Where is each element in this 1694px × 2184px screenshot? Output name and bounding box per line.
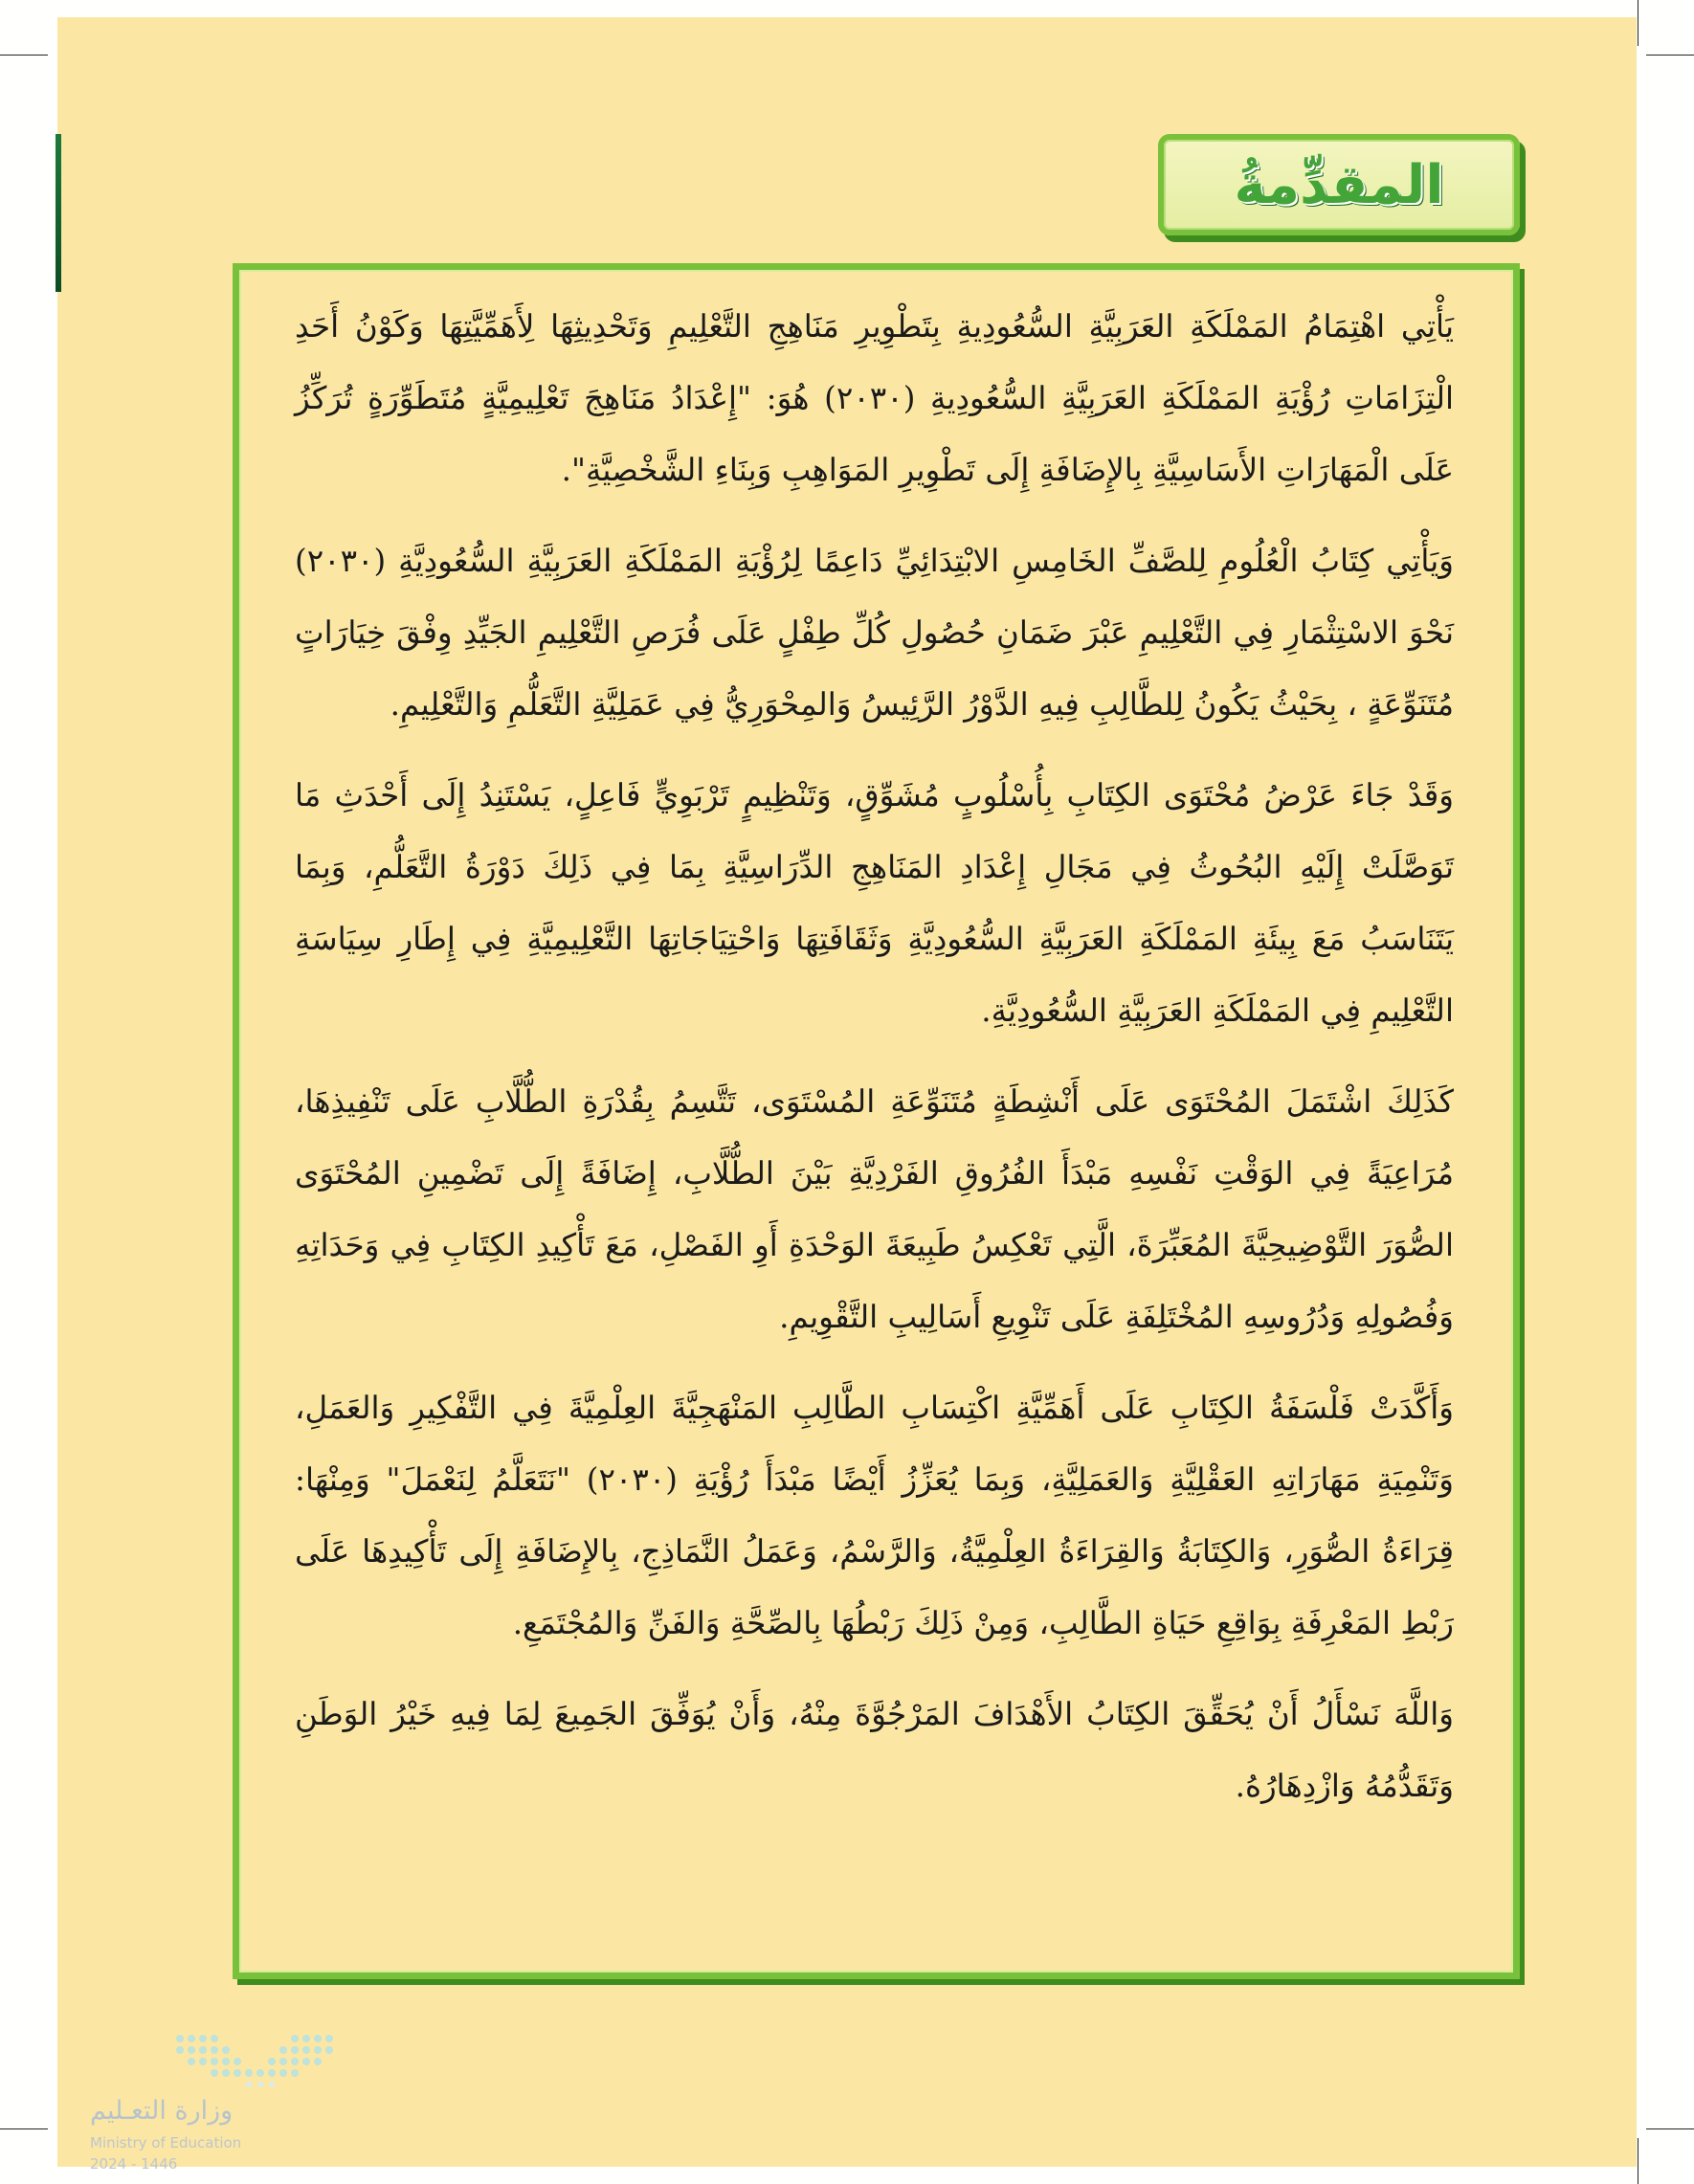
intro-text-frame xyxy=(233,263,1520,1979)
crop-mark xyxy=(1646,2128,1694,2129)
edge-tab-marker xyxy=(56,134,61,292)
intro-paragraph: كَذَلِكَ اشْتَمَلَ المُحْتَوَى عَلَى أَنْشِطَةٍ مُتَنَوِّعَةِ المُسْتَوَى، تَتَّسِمُ بِقُدْرَةِ الطُّلَّابِ عَلَى تَنْفِيذِهَا، مُرَاعِيَةً فِي الوَقْتِ نَفْسِهِ مَبْدَأَ الفُرُوقِ الفَرْدِيَّةِ بَيْنَ الطُّلَّابِ، إِضَافَةً إِلَى تَضْمِينِ المُحْتَوَى الصُّوَرَ التَّوْضِيحِيَّةَ المُعَبِّرَةَ، الَّتِي تَعْكِسُ طَبِيعَةَ الوَحْدَةِ أَوِ الفَصْلِ، مَعَ تَأْكِيدِ الكِتَابِ فِي وَحَدَاتِهِ وَفُصُولِهِ وَدُرُوسِهِ المُخْتَلِفَةِ عَلَى تَنْوِيعِ أَسَالِيبِ التَّقْوِيمِ. xyxy=(295,1083,1454,1335)
crop-mark xyxy=(0,55,48,56)
intro-paragraph: يَأْتِي اهْتِمَامُ المَمْلَكَةِ العَرَبِيَّةِ السُّعُودِيةِ بِتَطْوِيرِ مَنَاهِجِ التَّعْلِيمِ وَتَحْدِيثِهَا لِأَهَمِّيَّتِهَا وَكَوْنُ أَحَدِ الْتِزَامَاتِ رُؤْيَةِ المَمْلَكَةِ العَرَبِيَّةِ السُّعُودِيةِ (٢٠٣٠) هُوَ: "إِعْدَادُ مَنَاهِجَ تَعْلِيمِيَّةٍ مُتَطَوِّرَةٍ تُرَكِّزُ عَلَى الْمَهَارَاتِ الأَسَاسِيَّةِ بِالإِضَافَةِ إِلَى تَطْوِيرِ المَوَاهِبِ وَبِنَاءِ الشَّخْصِيَّةِ". xyxy=(295,308,1454,488)
crop-mark xyxy=(1646,55,1694,56)
ministry-name-ar: وزارة التعـليم xyxy=(90,2096,234,2126)
intro-paragraph: وَأَكَّدَتْ فَلْسَفَةُ الكِتَابِ عَلَى أَهَمِّيَّةِ اكْتِسَابِ الطَّالِبِ المَنْهَجِيَّةَ العِلْمِيَّةَ فِي التَّفْكِيرِ وَالعَمَلِ، وَتَنْمِيَةِ مَهَارَاتِهِ العَقْلِيَّةِ وَالعَمَلِيَّةِ، وَبِمَا يُعَزِّزُ أَيْضًا مَبْدَأَ رُؤْيَةِ (٢٠٣٠) "نَتَعَلَّمُ لِنَعْمَلَ" وَمِنْهَا: قِرَاءَةُ الصُّوَرِ، وَالكِتَابَةُ وَالقِرَاءَةُ العِلْمِيَّةُ، وَالرَّسْمُ، وَعَمَلُ النَّمَاذِجِ، بِالإِضَافَةِ إِلَى تَأْكِيدِهَا عَلَى رَبْطِ المَعْرِفَةِ بِوَاقِعِ حَيَاةِ الطَّالِبِ، وَمِنْ ذَلِكَ رَبْطُهَا بِالصِّحَّةِ وَالفَنِّ وَالمُجْتَمَعِ. xyxy=(295,1390,1454,1641)
title-banner xyxy=(1158,134,1520,235)
ministry-name-en: Ministry of Education xyxy=(90,2134,242,2151)
intro-paragraph: وَيَأْتِي كِتَابُ الْعُلُومِ لِلصَّفِّ الخَامِسِ الابْتِدَائِيِّ دَاعِمًا لِرُؤْيَةِ المَمْلَكَةِ العَرَبِيَّةِ السُّعُودِيَّةِ (٢٠٣٠) نَحْوَ الاسْتِثْمَارِ فِي التَّعْلِيمِ عَبْرَ ضَمَانِ حُصُولِ كُلِّ طِفْلٍ عَلَى فُرَصِ التَّعْلِيمِ الجَيِّدِ وِفْقَ خِيَارَاتٍ مُتَنَوِّعَةٍ ، بِحَيْثُ يَكُونُ لِلطَّالِبِ فِيهِ الدَّوْرُ الرَّئِيسُ وَالمِحْوَرِيُّ فِي عَمَلِيَّةِ التَّعَلُّمِ وَالتَّعْلِيمِ. xyxy=(295,543,1454,723)
page-title: المقدِّمةُ xyxy=(1234,153,1444,216)
edition-year: 2024 - 1446 xyxy=(90,2155,178,2173)
ministry-logo-icon xyxy=(170,2031,376,2098)
intro-paragraph: وَاللَّهَ نَسْأَلُ أَنْ يُحَقِّقَ الكِتَابُ الأَهْدَافَ المَرْجُوَّةَ مِنْهُ، وَأَنْ يُوَفِّقَ الجَمِيعَ لِمَا فِيهِ خَيْرُ الوَطَنِ وَتَقَدُّمُهُ وَازْدِهَارُهُ. xyxy=(295,1696,1454,1804)
intro-paragraph: وَقَدْ جَاءَ عَرْضُ مُحْتَوَى الكِتَابِ بِأُسْلُوبٍ مُشَوِّقٍ، وَتَنْظِيمٍ تَرْبَوِيٍّ فَاعِلٍ، يَسْتَنِدُ إِلَى أَحْدَثِ مَا تَوَصَّلَتْ إِلَيْهِ البُحُوثُ فِي مَجَالِ إِعْدَادِ المَنَاهِجِ الدِّرَاسِيَّةِ بِمَا فِي ذَلِكَ دَوْرَةُ التَّعَلُّمِ، وَبِمَا يَتَنَاسَبُ مَعَ بِيئَةِ المَمْلَكَةِ العَرَبِيَّةِ السُّعُودِيَّةِ وَثَقَافَتِهَا وَاحْتِيَاجَاتِهَا التَّعْلِيمِيَّةِ فِي إِطَارِ سِيَاسَةِ التَّعْلِيمِ فِي المَمْلَكَةِ العَرَبِيَّةِ السُّعُودِيَّةِ. xyxy=(295,777,1454,1029)
crop-mark xyxy=(0,2128,48,2129)
